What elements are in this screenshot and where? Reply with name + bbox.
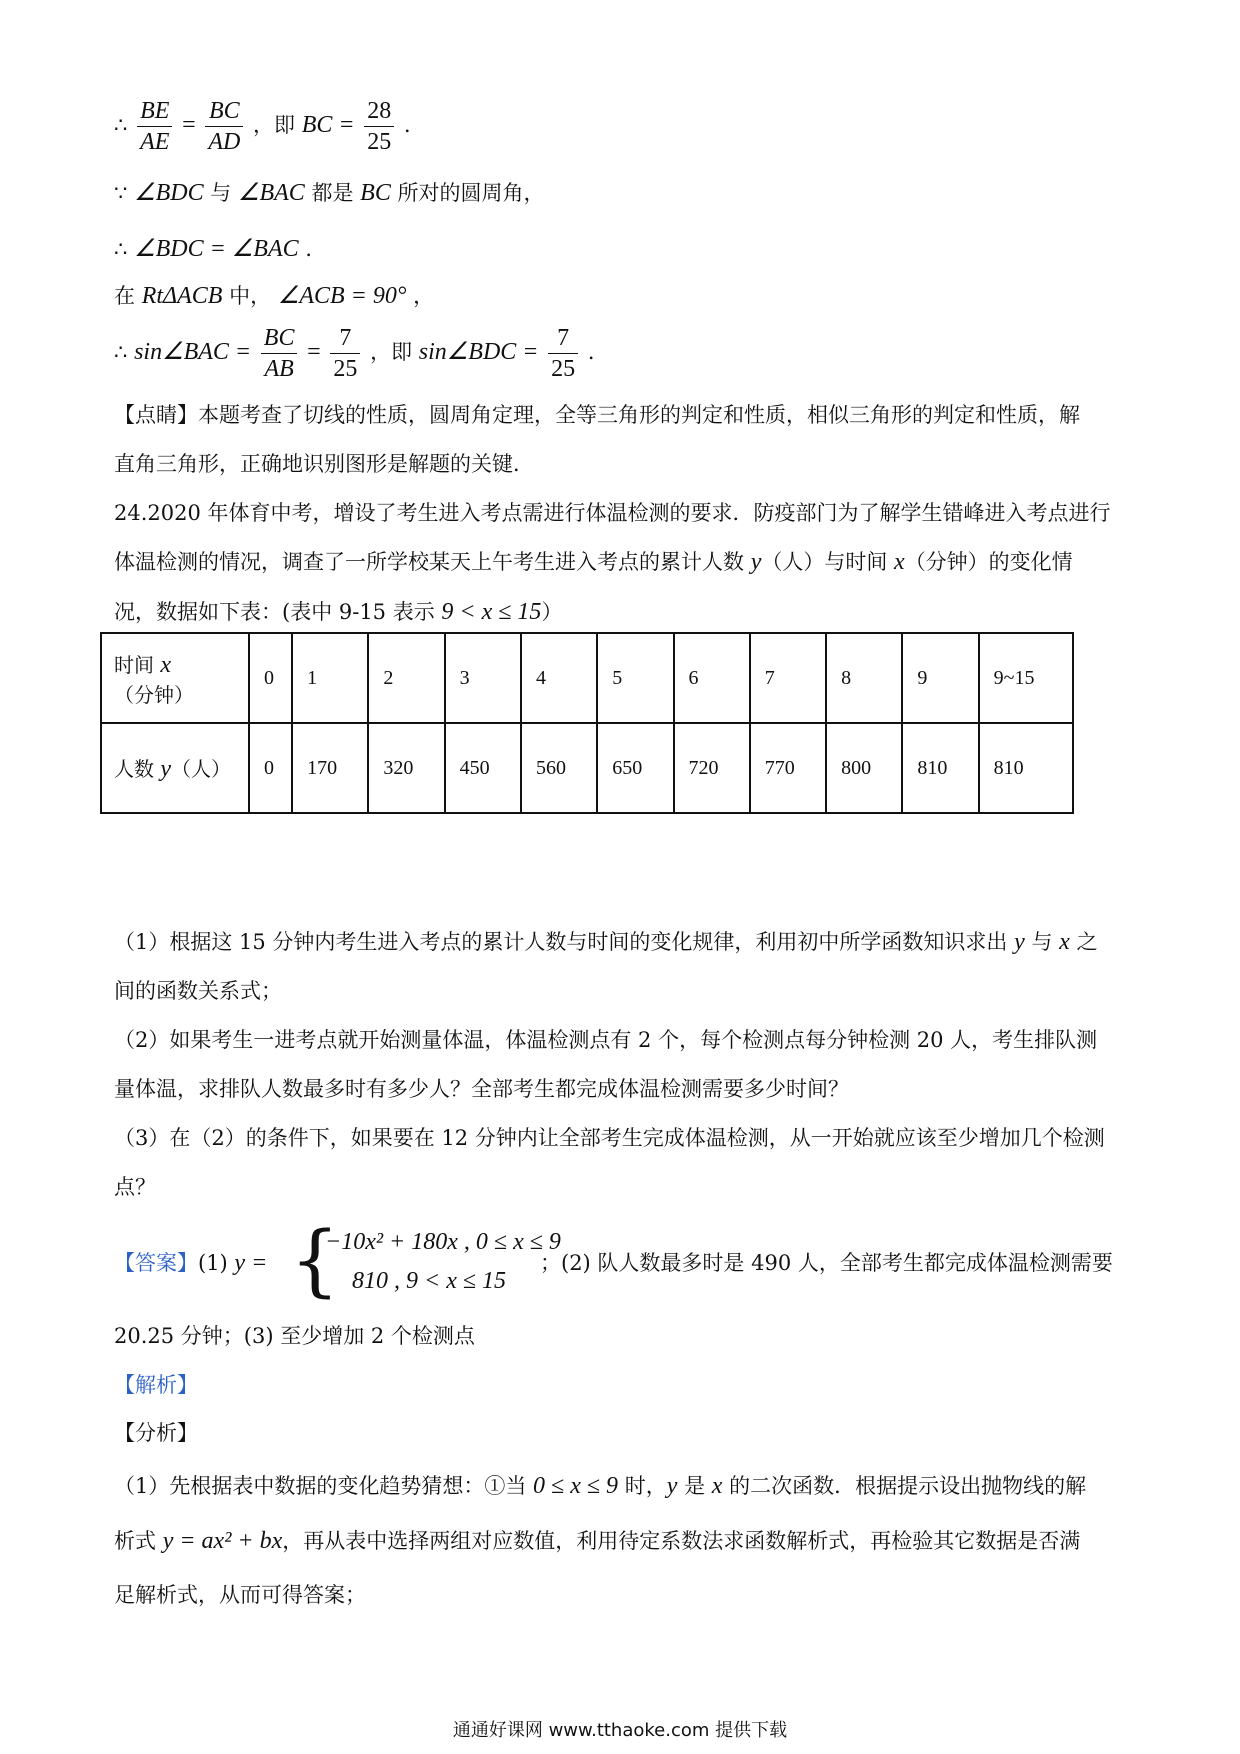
sub-question-1-line-2: 间的函数关系式； bbox=[114, 979, 282, 1003]
data-table bbox=[100, 632, 1074, 814]
table-row-count bbox=[101, 723, 1073, 813]
analysis-line-1: （1）先根据表中数据的变化趋势猜想：①当 0 ≤ x ≤ 9 时，y 是 x 的二次函数．根据提示设出抛物线的解 bbox=[114, 1473, 1087, 1499]
table-cell: 650 bbox=[597, 723, 673, 813]
analysis-line-3: 足解析式，从而可得答案； bbox=[114, 1583, 366, 1607]
pointer-line-1: 【点睛】本题考查了切线的性质，圆周角定理，全等三角形的判定和性质，相似三角形的判定和性质，解 bbox=[114, 403, 1080, 427]
analysis-line-2: 析式 y = ax² + bx，再从表中选择两组对应数值，利用待定系数法求函数解析式，再检验其它数据是否满 bbox=[114, 1528, 1081, 1554]
sub-question-3-line-2: 点？ bbox=[114, 1175, 156, 1199]
table-cell: 720 bbox=[674, 723, 750, 813]
answer-case-1: −10x² + 180x , 0 ≤ x ≤ 9 bbox=[325, 1229, 561, 1255]
table-cell: 170 bbox=[292, 723, 368, 813]
answer-line-1: 【答案】(1) y = bbox=[114, 1250, 268, 1276]
table-cell: 2 bbox=[368, 633, 444, 723]
sub-question-2-line-1: （2）如果考生一进考点就开始测量体温，体温检测点有 2 个，每个检测点每分钟检测 20 人，考生排队测 bbox=[114, 1028, 1098, 1052]
table-cell: 5 bbox=[597, 633, 673, 723]
table-cell: 810 bbox=[902, 723, 978, 813]
footer-source: 通通好课网 www.tthaoke.com 提供下载 bbox=[452, 1720, 788, 1741]
fraction-bc-ad: $\frac{BC}{AD}$ bbox=[205, 96, 243, 157]
line-sine: ∴ sin∠BAC = $\frac{BC}{AB}$ = $\frac{7}{25}$ ，即 sin∠BDC = $\frac{7}{25}$ ． bbox=[114, 325, 609, 382]
piecewise-brace: { bbox=[290, 1216, 340, 1306]
table-cell: 0 bbox=[249, 723, 292, 813]
table-cell: 6 bbox=[674, 633, 750, 723]
table-head-count: 人数 y（人） bbox=[101, 723, 249, 813]
table-head-time: 时间 x（分钟） bbox=[101, 633, 249, 723]
table-cell: 810 bbox=[979, 723, 1073, 813]
answer-case-2: 810 , 9 < x ≤ 15 bbox=[352, 1268, 507, 1294]
line-right-triangle: 在 RtΔACB 中， ∠ACB = 90° ， bbox=[114, 283, 435, 309]
table-cell: 8 bbox=[826, 633, 902, 723]
answer-label: 【答案】 bbox=[114, 1251, 198, 1275]
analysis-label: 【解析】 bbox=[114, 1373, 198, 1397]
fraction-be-ae: $\frac{BE}{AE}$ bbox=[137, 96, 172, 157]
fraction-7-25-b: $\frac{7}{25}$ bbox=[548, 323, 578, 384]
sub-question-1-line-1: （1）根据这 15 分钟内考生进入考点的累计人数与时间的变化规律，利用初中所学函数知识求出 y 与 x 之 bbox=[114, 929, 1098, 955]
table-cell: 9~15 bbox=[979, 633, 1073, 723]
table-cell: 1 bbox=[292, 633, 368, 723]
fenxi-label: 【分析】 bbox=[114, 1421, 198, 1445]
line-angle-equal: ∴ ∠BDC = ∠BAC ． bbox=[114, 236, 327, 262]
table-row-time bbox=[101, 633, 1073, 723]
answer-line-2: 20.25 分钟；(3) 至少增加 2 个检测点 bbox=[114, 1324, 475, 1348]
fraction-bc-ab: $\frac{BC}{AB}$ bbox=[261, 323, 298, 384]
table-cell: 7 bbox=[750, 633, 826, 723]
table-cell: 9 bbox=[902, 633, 978, 723]
line-ratio: ∴ $\frac{BE}{AE}$ = $\frac{BC}{AD}$ ，即 BC = $\frac{28}{25}$ ． bbox=[114, 98, 425, 155]
sub-question-3-line-1: （3）在（2）的条件下，如果要在 12 分钟内让全部考生完成体温检测，从一开始就应该至少增加几个检测 bbox=[114, 1126, 1105, 1150]
fraction-28-25: $\frac{28}{25}$ bbox=[364, 96, 394, 157]
question-24-line-1: 24.2020 年体育中考，增设了考生进入考点需进行体温检测的要求．防疫部门为了解学生错峰进入考点进行 bbox=[114, 501, 1111, 525]
table-cell: 3 bbox=[445, 633, 521, 723]
sub-question-2-line-2: 量体温，求排队人数最多时有多少人？全部考生都完成体温检测需要多少时间？ bbox=[114, 1077, 849, 1101]
therefore-symbol: ∴ bbox=[114, 113, 128, 137]
question-24-line-3: 况，数据如下表：(表中 9-15 表示 9 < x ≤ 15） bbox=[114, 599, 563, 625]
table-cell: 4 bbox=[521, 633, 597, 723]
line-inscribed-angle: ∵ ∠BDC 与 ∠BAC 都是 BC 所对的圆周角， bbox=[114, 180, 545, 206]
table-cell: 450 bbox=[445, 723, 521, 813]
table-cell: 0 bbox=[249, 633, 292, 723]
table-cell: 320 bbox=[368, 723, 444, 813]
pointer-line-2: 直角三角形，正确地识别图形是解题的关键． bbox=[114, 452, 534, 476]
table-cell: 560 bbox=[521, 723, 597, 813]
fraction-7-25: $\frac{7}{25}$ bbox=[330, 323, 360, 384]
table-cell: 770 bbox=[750, 723, 826, 813]
question-24-line-2: 体温检测的情况，调查了一所学校某天上午考生进入考点的累计人数 y（人）与时间 x（分钟）的变化情 bbox=[114, 549, 1073, 575]
table-cell: 800 bbox=[826, 723, 902, 813]
answer-line-1-rest: ；(2) 队人数最多时是 490 人，全部考生都完成体温检测需要 bbox=[540, 1251, 1113, 1275]
